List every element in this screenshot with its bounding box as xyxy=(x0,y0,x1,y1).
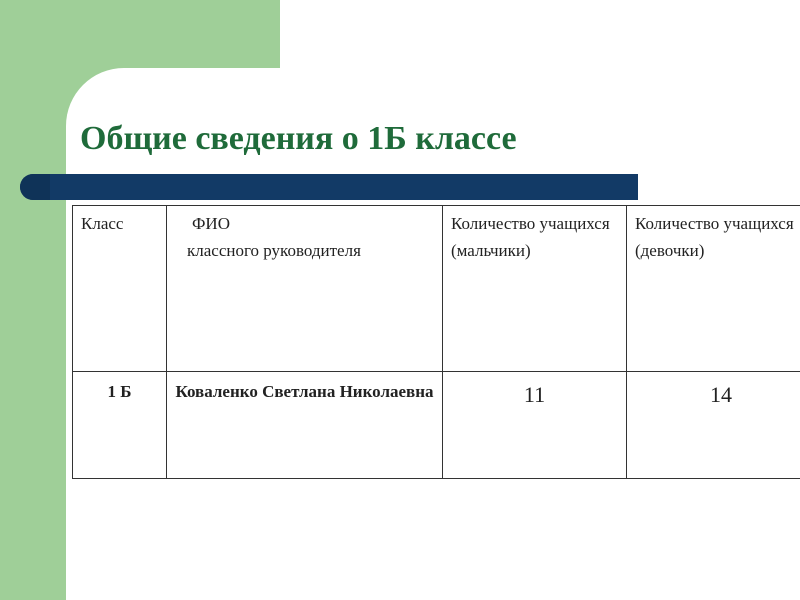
cell-girls xyxy=(627,372,800,479)
header-teacher xyxy=(167,206,443,372)
header-teacher-label xyxy=(175,210,434,264)
table-header-row xyxy=(73,206,800,372)
class-info-table xyxy=(72,205,800,479)
cell-boys-value: 11 xyxy=(523,382,546,407)
table-row xyxy=(73,372,800,479)
header-teacher-line1: ФИО xyxy=(192,214,230,233)
cell-teacher xyxy=(167,372,443,479)
header-class xyxy=(73,206,167,372)
header-teacher-line2: классного руководителя xyxy=(187,241,361,260)
header-boys xyxy=(443,206,627,372)
cell-class-value: 1 Б xyxy=(107,382,132,401)
header-class-label: Класс xyxy=(81,214,124,233)
cell-teacher-value: Коваленко Светлана Николаевна xyxy=(175,382,434,401)
cell-girls-value: 14 xyxy=(710,382,732,407)
title-underline-cap xyxy=(20,174,50,200)
header-girls-label: Количество учащихся (девочки) xyxy=(635,214,794,260)
header-boys-label: Количество учащихся (мальчики) xyxy=(451,214,610,260)
slide-title: Общие сведения о 1Б классе xyxy=(80,120,517,157)
cell-class xyxy=(73,372,167,479)
header-girls xyxy=(627,206,800,372)
title-underline-bar xyxy=(20,174,638,200)
cell-boys xyxy=(443,372,627,479)
